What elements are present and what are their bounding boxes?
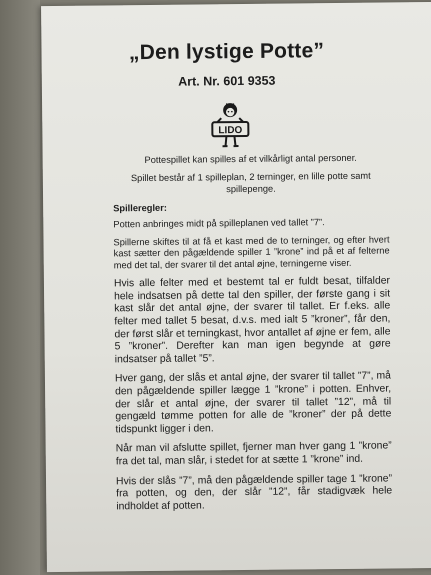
instruction-sheet <box>41 2 431 572</box>
rule-paragraph-4: Hver gang, der slås et antal øjne, der svarer til tallet ”7”, må den pågældende spiller lægge 1 ”krone” i potten. Enhver, der slår et antal øjne, der svarer til tallet ”12”, må til gengæld tømme potten for alle de ”kroner” der på dette tidspunkt ligger i den. <box>114 370 392 436</box>
rule-paragraph-2: Spillerne skiftes til at få et kast med de to terninger, og efter hvert kast sætter den pågældende spiller 1 ”krone” ind på et af felterne med det tal, der svarer til det antal øjne, terningerne viser. <box>113 234 390 271</box>
article-number: Art. Nr. 601 9353 <box>178 73 276 89</box>
document-body <box>113 152 393 520</box>
rule-paragraph-6: Hvis der slås ”7”, må den pågældende spiller tage 1 ”krone” fra potten, og den, der slår ”12”, får stadigvæk hele indholdet af potten. <box>115 473 393 513</box>
rule-paragraph-3: Hvis alle felter med et bestemt tal er fuldt besat, tilfalder hele indsatsen på dette tal den spiller, der første gang i sit kast slår det antal øjne, der svarer til tallet. Er f.eks. alle felter med tallet 5 besat, d.v.s. med ialt 5 ”kroner”, får den, der først slår et terningkast, hvor antallet af øjne er fem, alle 5 ”kroner”. Derefter kan man igen begynde at gøre indsatser på tallet ”5”. <box>113 275 391 366</box>
lido-logo-icon <box>207 100 254 150</box>
intro-paragraph-1: Pottespillet kan spilles af et vilkårligt antal personer. <box>144 152 357 166</box>
rules-heading: Spilleregler: <box>113 203 167 214</box>
background-edge <box>0 0 40 575</box>
intro-paragraph-2: Spillet består af 1 spilleplan, 2 terninger, en lille potte samt spillepenge. <box>130 171 371 194</box>
rule-paragraph-1: Potten anbringes midt på spilleplanen ved tallet ”7”. <box>113 216 325 229</box>
rule-paragraph-5: Når man vil afslutte spillet, fjerner man hver gang 1 ”krone” fra det tal, man slår, i stedet for at sætte 1 ”krone” ind. <box>115 440 392 468</box>
logo-text: LIDO <box>218 125 243 137</box>
document-title: „Den lystige Potte” <box>128 39 325 65</box>
